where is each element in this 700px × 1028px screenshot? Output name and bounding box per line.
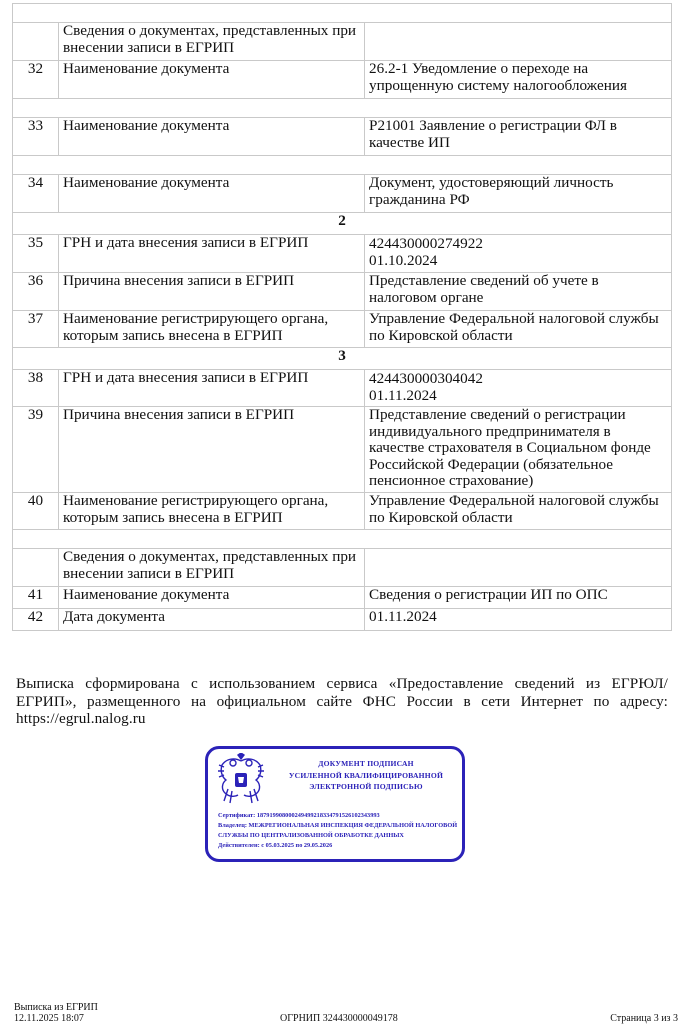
section-number: 3 <box>13 348 672 370</box>
row-number: 34 <box>13 175 59 213</box>
row-value <box>365 370 672 407</box>
owner-line: Владелец: МЕЖРЕГИОНАЛЬНАЯ ИНСПЕКЦИЯ ФЕДЕРАЛЬНОЙ НАЛОГОВОЙ СЛУЖБЫ ПО ЦЕНТРАЛИЗОВАННОЙ ОБРАБОТКЕ ДАННЫХ <box>218 822 458 839</box>
stamp-details <box>218 811 458 851</box>
row-number: 37 <box>13 311 59 348</box>
row-value: 01.11.2024 <box>365 609 672 631</box>
row-value: Документ, удостоверяющий личность гражданина РФ <box>365 175 672 213</box>
row-number: 35 <box>13 235 59 273</box>
row-number: 41 <box>13 587 59 609</box>
row-number: 40 <box>13 493 59 530</box>
row-label: Наименование документа <box>59 587 365 609</box>
footer-doc-info <box>14 1002 98 1024</box>
section-number-row <box>13 348 672 370</box>
row-number: 38 <box>13 370 59 407</box>
section-header-row <box>13 549 672 587</box>
row-number: 33 <box>13 118 59 156</box>
table-row <box>13 273 672 311</box>
certificate-line: Сертификат: 187919908000249499218334791526102343993 <box>218 812 380 819</box>
row-label: Причина внесения записи в ЕГРИП <box>59 407 365 493</box>
row-label: ГРН и дата внесения записи в ЕГРИП <box>59 235 365 273</box>
row-value: Представление сведений о регистрации индивидуального предпринимателя в качестве страхователя в Социальном фонде Российской Федерации (обязательное пенсионное страхование) <box>365 407 672 493</box>
footer-page-number: Страница 3 из 3 <box>610 1013 678 1024</box>
footer-ogrnip: ОГРНИП 324430000049178 <box>280 1013 398 1024</box>
grn-value: 424430000304042 <box>369 370 483 387</box>
grn-value: 424430000274922 <box>369 235 483 252</box>
row-number: 42 <box>13 609 59 631</box>
row-number: 36 <box>13 273 59 311</box>
section-number-row <box>13 213 672 235</box>
table-row <box>13 235 672 273</box>
row-value: Управление Федеральной налоговой службы по Кировской области <box>365 311 672 348</box>
row-value: Представление сведений об учете в налоговом органе <box>365 273 672 311</box>
validity-line: Действителен: с 05.03.2025 по 29.05.2026 <box>218 842 333 849</box>
egrip-extract-table <box>12 3 672 631</box>
stamp-title: ДОКУМЕНТ ПОДПИСАН УСИЛЕННОЙ КВАЛИФИЦИРОВАННОЙ ЭЛЕКТРОННОЙ ПОДПИСЬЮ <box>288 759 444 791</box>
certificate-number: 187919908000249499218334791526102343993 <box>256 812 380 819</box>
section-number: 2 <box>13 213 672 235</box>
table-row <box>13 493 672 530</box>
grn-date: 01.11.2024 <box>369 386 437 404</box>
section-header-text: Сведения о документах, представленных при внесении записи в ЕГРИП <box>59 23 365 61</box>
table-row <box>13 609 672 631</box>
row-label: Дата документа <box>59 609 365 631</box>
owner-name: МЕЖРЕГИОНАЛЬНАЯ ИНСПЕКЦИЯ ФЕДЕРАЛЬНОЙ НАЛОГОВОЙ СЛУЖБЫ ПО ЦЕНТРАЛИЗОВАННОЙ ОБРАБОТКЕ ДАННЫХ <box>218 822 458 839</box>
row-value <box>365 235 672 273</box>
row-label: Наименование документа <box>59 61 365 99</box>
footer-datetime: 12.11.2025 18:07 <box>14 1013 84 1024</box>
row-number: 39 <box>13 407 59 493</box>
section-header-row <box>13 23 672 61</box>
row-value: Р21001 Заявление о регистрации ФЛ в качестве ИП <box>365 118 672 156</box>
table-row <box>13 407 672 493</box>
validity-period: с 05.03.2025 по 29.05.2026 <box>261 842 333 849</box>
table-row <box>13 311 672 348</box>
row-label: Наименование регистрирующего органа, которым запись внесена в ЕГРИП <box>59 311 365 348</box>
row-value: Управление Федеральной налоговой службы по Кировской области <box>365 493 672 530</box>
row-label: Наименование регистрирующего органа, которым запись внесена в ЕГРИП <box>59 493 365 530</box>
row-label: Причина внесения записи в ЕГРИП <box>59 273 365 311</box>
spacer-row <box>13 4 672 23</box>
spacer-row <box>13 530 672 549</box>
table-row <box>13 175 672 213</box>
row-number: 32 <box>13 61 59 99</box>
table-row <box>13 587 672 609</box>
section-header-text: Сведения о документах, представленных при внесении записи в ЕГРИП <box>59 549 365 587</box>
table-row <box>13 118 672 156</box>
footer-doc-name: Выписка из ЕГРИП <box>14 1002 98 1013</box>
table-row <box>13 61 672 99</box>
row-value: Сведения о регистрации ИП по ОПС <box>365 587 672 609</box>
electronic-signature-stamp <box>205 746 465 862</box>
row-value: 26.2-1 Уведомление о переходе на упрощенную систему налогообложения <box>365 61 672 99</box>
coat-of-arms-icon <box>216 753 266 807</box>
grn-date: 01.10.2024 <box>369 251 438 269</box>
row-label: Наименование документа <box>59 175 365 213</box>
table-row <box>13 370 672 407</box>
row-label: ГРН и дата внесения записи в ЕГРИП <box>59 370 365 407</box>
service-note: Выписка сформирована с использованием сервиса «Предоставление сведений из ЕГРЮЛ/ЕГРИП», размещенного на официальном сайте ФНС России в сети Интернет по адресу: https://egrul.nalog.ru <box>16 675 668 727</box>
spacer-row <box>13 99 672 118</box>
row-label: Наименование документа <box>59 118 365 156</box>
spacer-row <box>13 156 672 175</box>
